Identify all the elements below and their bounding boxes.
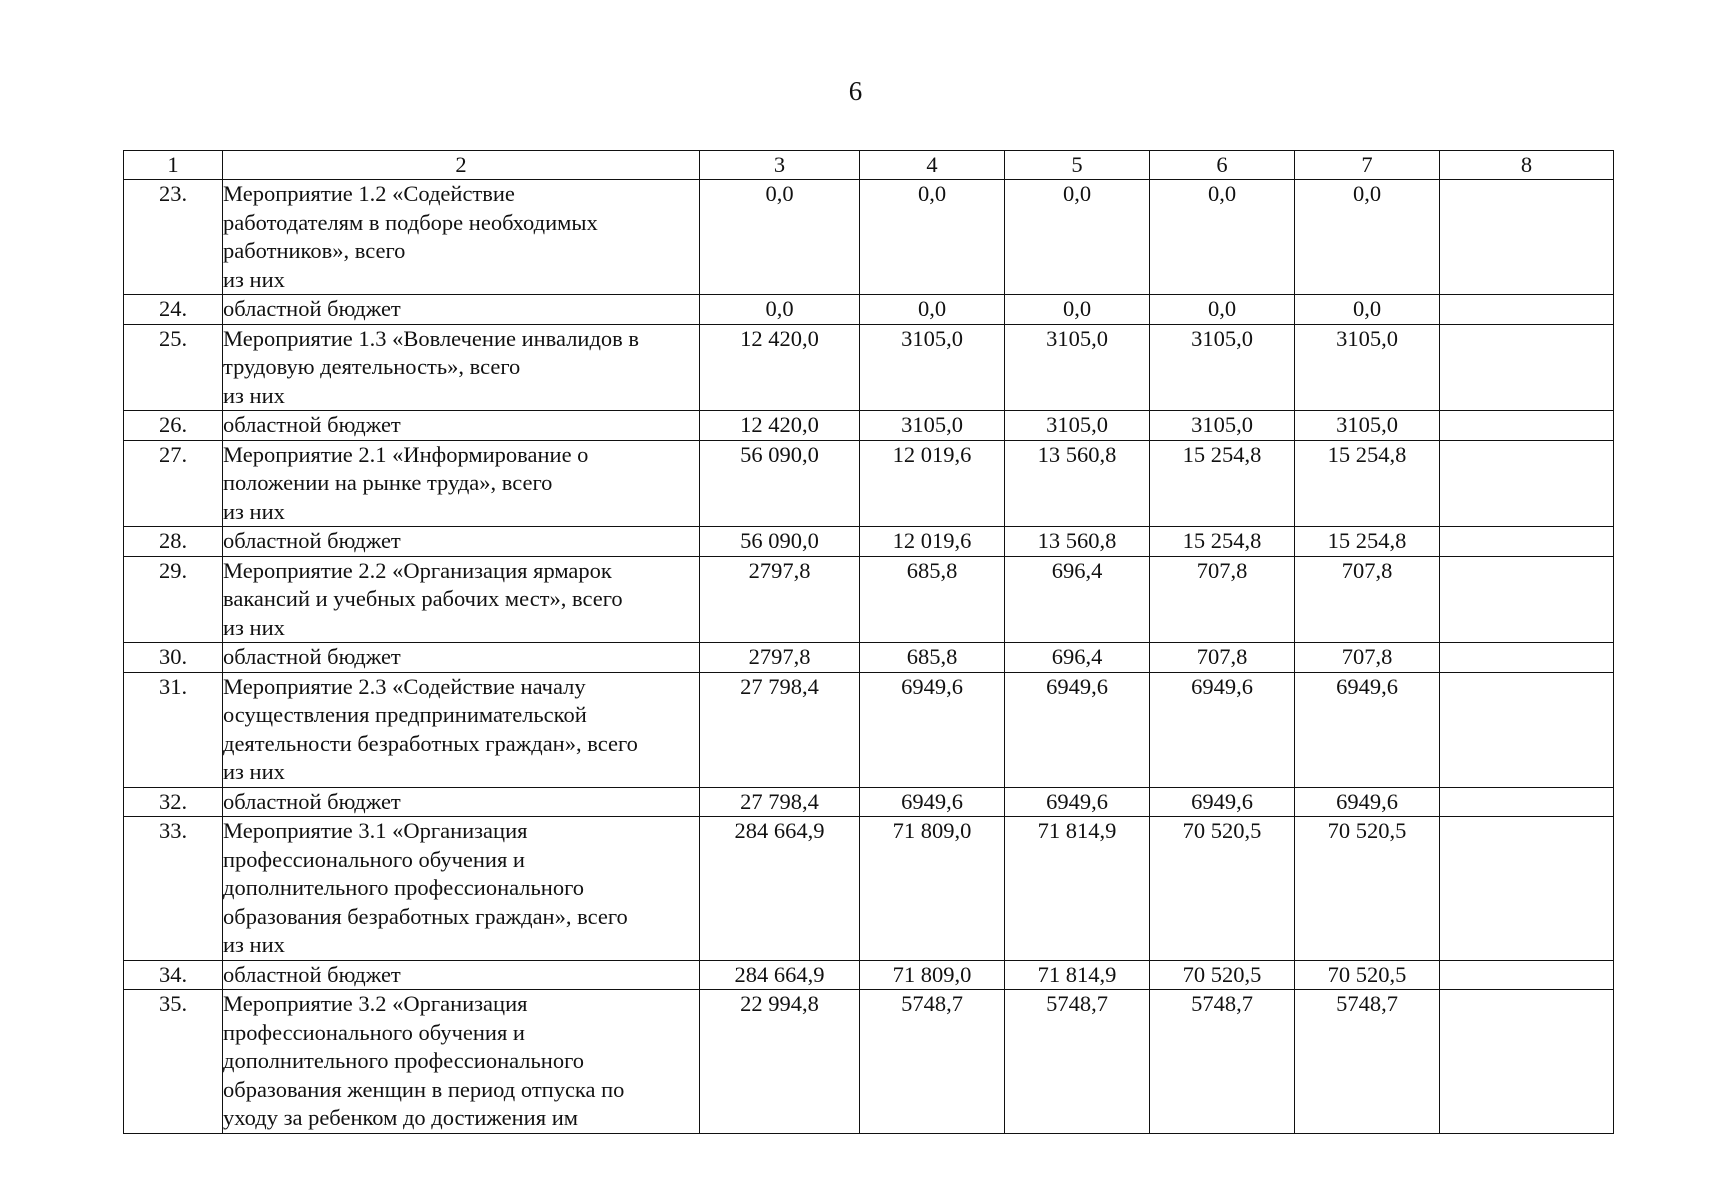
row-description (223, 527, 700, 557)
value-cell: 71 814,9 (1005, 817, 1150, 961)
row-number: 29. (124, 556, 223, 643)
value-cell: 71 814,9 (1005, 960, 1150, 990)
description-line: дополнительного профессионального (223, 875, 584, 900)
value-cell: 27 798,4 (700, 787, 860, 817)
value-cell: 5748,7 (1005, 990, 1150, 1134)
row-description (223, 324, 700, 411)
row-number: 35. (124, 990, 223, 1134)
value-cell: 6949,6 (1150, 672, 1295, 787)
description-line: Мероприятие 1.3 «Вовлечение инвалидов в (223, 325, 640, 351)
table-row (124, 787, 1614, 817)
value-cell: 2797,8 (700, 556, 860, 643)
column-header: 8 (1440, 151, 1614, 180)
table-row (124, 990, 1614, 1134)
value-cell (1440, 556, 1614, 643)
row-description (223, 556, 700, 643)
row-description (223, 817, 700, 961)
value-cell: 5748,7 (1150, 990, 1295, 1134)
value-cell: 56 090,0 (700, 440, 860, 527)
value-cell (1440, 180, 1614, 295)
value-cell: 0,0 (1005, 180, 1150, 295)
value-cell: 27 798,4 (700, 672, 860, 787)
value-cell: 685,8 (860, 556, 1005, 643)
value-cell: 6949,6 (860, 672, 1005, 787)
row-description (223, 787, 700, 817)
value-cell (1440, 787, 1614, 817)
value-cell: 5748,7 (1295, 990, 1440, 1134)
value-cell: 0,0 (1150, 180, 1295, 295)
row-description (223, 180, 700, 295)
description-line: областной бюджет (223, 528, 401, 553)
row-description (223, 411, 700, 441)
row-number: 28. (124, 527, 223, 557)
description-line: областной бюджет (223, 961, 401, 987)
value-cell: 707,8 (1150, 556, 1295, 643)
row-description (223, 643, 700, 673)
value-cell (1440, 990, 1614, 1134)
value-cell: 0,0 (700, 180, 860, 295)
row-number: 27. (124, 440, 223, 527)
row-number: 31. (124, 672, 223, 787)
column-header: 5 (1005, 151, 1150, 180)
value-cell: 284 664,9 (700, 960, 860, 990)
table-row (124, 440, 1614, 527)
value-cell: 70 520,5 (1295, 960, 1440, 990)
value-cell: 6949,6 (1150, 787, 1295, 817)
column-header: 7 (1295, 151, 1440, 180)
table-row (124, 180, 1614, 295)
value-cell: 71 809,0 (860, 817, 1005, 961)
row-number: 24. (124, 295, 223, 325)
value-cell: 0,0 (700, 295, 860, 325)
value-cell (1440, 817, 1614, 961)
value-cell: 707,8 (1295, 556, 1440, 643)
value-cell: 15 254,8 (1150, 440, 1295, 527)
value-cell: 6949,6 (1005, 672, 1150, 787)
row-number: 33. (124, 817, 223, 961)
row-description (223, 295, 700, 325)
value-cell: 15 254,8 (1295, 440, 1440, 527)
description-line: из них (223, 498, 285, 524)
row-description (223, 990, 700, 1134)
table-header-row (124, 151, 1614, 180)
description-line: вакансий и учебных рабочих мест», всего (223, 586, 623, 611)
page-number: 6 (848, 76, 863, 106)
description-line: Мероприятие 3.1 «Организация (223, 818, 528, 843)
table-row (124, 411, 1614, 441)
description-line: из них (223, 932, 285, 957)
value-cell: 6949,6 (1005, 787, 1150, 817)
description-line: образования безработных граждан», всего (223, 903, 628, 929)
table-body (124, 180, 1614, 1134)
description-line: областной бюджет (223, 296, 401, 321)
description-line: Мероприятие 2.3 «Содействие началу (223, 673, 586, 699)
description-line: профессионального обучения и (223, 846, 525, 872)
value-cell: 56 090,0 (700, 527, 860, 557)
row-description (223, 960, 700, 990)
row-number: 30. (124, 643, 223, 673)
description-line: работодателям в подборе необходимых (223, 209, 598, 235)
value-cell: 284 664,9 (700, 817, 860, 961)
value-cell (1440, 960, 1614, 990)
value-cell: 70 520,5 (1150, 960, 1295, 990)
value-cell: 707,8 (1150, 643, 1295, 673)
description-line: образования женщин в период отпуска по (223, 1076, 625, 1102)
table-row (124, 643, 1614, 673)
budget-table (123, 150, 1614, 1134)
value-cell: 0,0 (1150, 295, 1295, 325)
value-cell: 12 019,6 (860, 527, 1005, 557)
value-cell: 3105,0 (1005, 411, 1150, 441)
row-number: 34. (124, 960, 223, 990)
value-cell: 0,0 (1295, 180, 1440, 295)
description-line: Мероприятие 1.2 «Содействие (223, 181, 515, 206)
description-line: областной бюджет (223, 644, 401, 669)
description-line: из них (223, 266, 285, 292)
description-line: работников», всего (223, 238, 406, 263)
description-line: дополнительного профессионального (223, 1048, 584, 1073)
description-line: деятельности безработных граждан», всего (223, 730, 638, 756)
value-cell: 22 994,8 (700, 990, 860, 1134)
table-row (124, 672, 1614, 787)
value-cell (1440, 411, 1614, 441)
value-cell: 3105,0 (860, 324, 1005, 411)
row-description (223, 440, 700, 527)
value-cell: 6949,6 (1295, 672, 1440, 787)
value-cell (1440, 643, 1614, 673)
description-line: из них (223, 382, 285, 408)
row-description (223, 672, 700, 787)
value-cell: 3105,0 (1295, 324, 1440, 411)
description-line: положении на рынке труда», всего (223, 470, 553, 495)
value-cell: 15 254,8 (1150, 527, 1295, 557)
description-line: Мероприятие 3.2 «Организация (223, 991, 528, 1016)
description-line: профессионального обучения и (223, 1019, 525, 1045)
value-cell: 70 520,5 (1295, 817, 1440, 961)
value-cell: 13 560,8 (1005, 440, 1150, 527)
description-line: трудовую деятельность», всего (223, 354, 521, 379)
column-header: 1 (124, 151, 223, 180)
value-cell (1440, 324, 1614, 411)
description-line: из них (223, 614, 285, 640)
column-header: 3 (700, 151, 860, 180)
value-cell: 0,0 (860, 295, 1005, 325)
description-line: Мероприятие 2.2 «Организация ярмарок (223, 557, 612, 583)
value-cell: 5748,7 (860, 990, 1005, 1134)
description-line: осуществления предпринимательской (223, 702, 587, 727)
value-cell: 12 019,6 (860, 440, 1005, 527)
value-cell: 3105,0 (1150, 411, 1295, 441)
description-line: областной бюджет (223, 412, 401, 437)
value-cell: 0,0 (1295, 295, 1440, 325)
column-header: 4 (860, 151, 1005, 180)
value-cell: 6949,6 (860, 787, 1005, 817)
value-cell (1440, 440, 1614, 527)
value-cell: 3105,0 (1005, 324, 1150, 411)
value-cell: 696,4 (1005, 556, 1150, 643)
table-row (124, 556, 1614, 643)
description-line: Мероприятие 2.1 «Информирование о (223, 441, 589, 467)
value-cell (1440, 295, 1614, 325)
value-cell: 12 420,0 (700, 411, 860, 441)
value-cell: 6949,6 (1295, 787, 1440, 817)
table-row (124, 295, 1614, 325)
value-cell: 0,0 (1005, 295, 1150, 325)
row-number: 32. (124, 787, 223, 817)
column-header: 2 (223, 151, 700, 180)
value-cell: 3105,0 (1295, 411, 1440, 441)
table-row (124, 527, 1614, 557)
description-line: из них (223, 759, 285, 784)
value-cell (1440, 527, 1614, 557)
value-cell: 0,0 (860, 180, 1005, 295)
value-cell (1440, 672, 1614, 787)
table-row (124, 960, 1614, 990)
value-cell: 12 420,0 (700, 324, 860, 411)
value-cell: 15 254,8 (1295, 527, 1440, 557)
table-row (124, 817, 1614, 961)
row-number: 25. (124, 324, 223, 411)
value-cell: 3105,0 (1150, 324, 1295, 411)
value-cell: 70 520,5 (1150, 817, 1295, 961)
description-line: областной бюджет (223, 788, 401, 814)
value-cell: 13 560,8 (1005, 527, 1150, 557)
value-cell: 685,8 (860, 643, 1005, 673)
column-header: 6 (1150, 151, 1295, 180)
value-cell: 3105,0 (860, 411, 1005, 441)
value-cell: 707,8 (1295, 643, 1440, 673)
value-cell: 2797,8 (700, 643, 860, 673)
value-cell: 696,4 (1005, 643, 1150, 673)
table-row (124, 324, 1614, 411)
description-line: уходу за ребенком до достижения им (223, 1105, 578, 1130)
row-number: 23. (124, 180, 223, 295)
value-cell: 71 809,0 (860, 960, 1005, 990)
row-number: 26. (124, 411, 223, 441)
